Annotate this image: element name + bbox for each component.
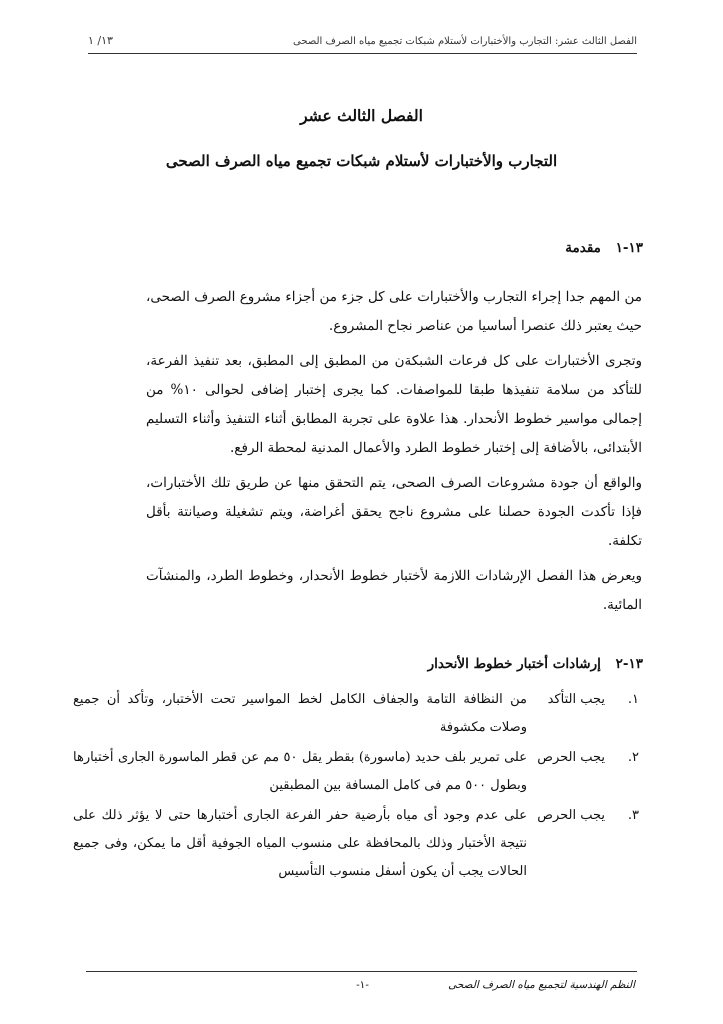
intro-body xyxy=(146,283,642,626)
item-lead: يجب التأكد xyxy=(547,692,605,707)
chapter-subtitle: التجارب والأختبارات لأستلام شبكات تجميع مياه الصرف الصحى xyxy=(165,152,558,170)
section-number: ١٣-٢ xyxy=(615,656,643,672)
section-heading-intro xyxy=(565,240,643,256)
guidelines-list xyxy=(73,686,639,888)
section-heading-gravity-lines xyxy=(428,656,643,672)
item-number: ١. xyxy=(627,692,639,707)
page-footer xyxy=(90,979,635,991)
footer-divider xyxy=(86,971,637,972)
footer-book-title: النظم الهندسية لتجميع مياه الصرف الصحى xyxy=(448,979,635,991)
page-reference: ١٣/ ١ xyxy=(88,34,113,47)
list-item xyxy=(73,686,639,742)
list-item xyxy=(73,744,639,800)
chapter-title: الفصل الثالث عشر xyxy=(300,106,423,125)
item-lead: يجب الحرص xyxy=(537,750,605,765)
item-lead: يجب الحرص xyxy=(537,808,605,823)
paragraph: والواقع أن جودة مشروعات الصرف الصحى، يتم التحقق منها عن طريق تلك الأختبارات، فإذا تأكدت الجودة حصلنا على مشروع ناجح يحقق أغراضة، ويتم تشغيلة وصيانتة بأقل تكلفة. xyxy=(146,475,642,549)
item-text: من النظافة التامة والجفاف الكامل لخط المواسير تحت الأختبار، وتأكد أن جميع وصلات مكشوفة xyxy=(73,692,527,735)
item-number: ٢. xyxy=(627,750,639,765)
section-number: ١٣-١ xyxy=(615,240,643,256)
section-title: مقدمة xyxy=(565,240,601,256)
item-number: ٣. xyxy=(627,808,639,823)
paragraph: وتجرى الأختبارات على كل فرعات الشبكةن من المطبق إلى المطبق، بعد تنفيذ الفرعة، للتأكد من سلامة تنفيذها طبقا للمواصفات. كما يجرى إختبار إضافى لحوالى ١٠% من إجمالى مواسير خطوط الأنحدار. هذا علاوة على تجربة المطابق أثناء التنفيذ وأثناء التسليم الأبتدائى، بالأضافة إلى إختبار خطوط الطرد والأعمال المدنية لمحطة الرفع. xyxy=(146,353,642,456)
paragraph: ويعرض هذا الفصل الإرشادات اللازمة لأختبار خطوط الأنحدار، وخطوط الطرد، والمنشآت المائية. xyxy=(146,568,642,613)
item-text: على تمرير بلف حديد (ماسورة) بقطر يقل ٥٠ مم عن قطر الماسورة الجارى أختبارها وبطول ٥٠٠ مم فى كامل المسافة بين المطبقين xyxy=(73,750,527,793)
paragraph: من المهم جدا إجراء التجارب والأختبارات على كل جزء من أجزاء مشروع الصرف الصحى، حيث يعتبر ذلك عنصرا أساسيا من عناصر نجاح المشروع. xyxy=(146,289,642,334)
running-header xyxy=(88,34,637,54)
item-text: على عدم وجود أى مياه بأرضية حفر الفرعة الجارى أختبارها حتى لا يؤثر ذلك على نتيجة الأختبار وذلك بالمحافظة على منسوب المياه الجوفية أقل ما يمكن، وفى جميع الحالات يجب أن يكون أسفل منسوب التأسيس xyxy=(73,808,527,879)
list-item xyxy=(73,802,639,886)
footer-page-number: -١- xyxy=(356,979,369,991)
running-title: الفصل الثالث عشر: التجارب والأختبارات لأستلام شبكات تجميع مياه الصرف الصحى xyxy=(293,36,637,47)
section-title: إرشادات أختبار خطوط الأنحدار xyxy=(427,656,601,672)
